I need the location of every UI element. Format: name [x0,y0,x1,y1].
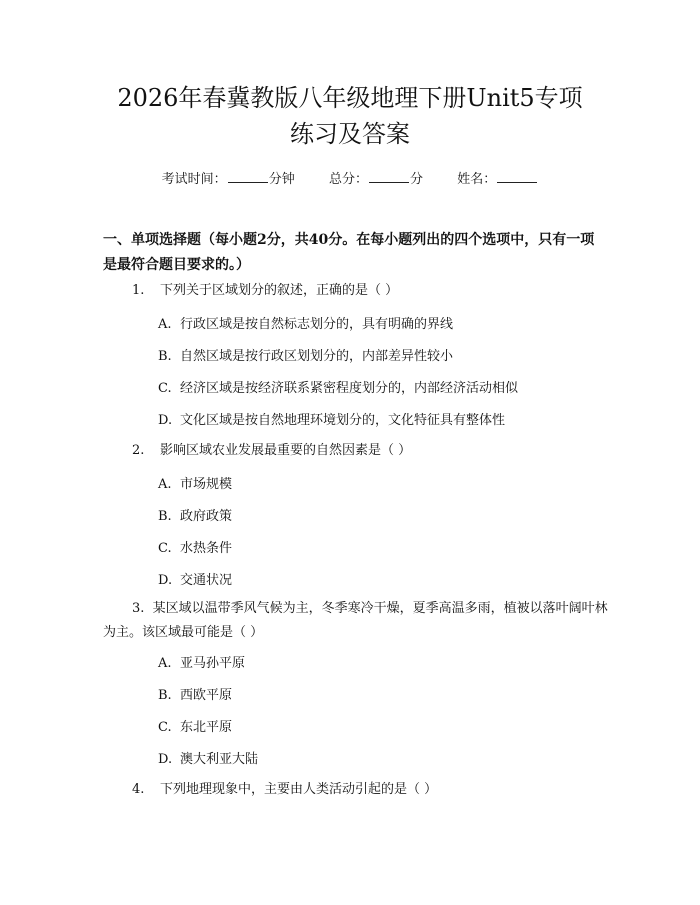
option-3b[interactable] [158,686,608,706]
question-text: 下列地理现象中，主要由人类活动引起的是（ ） [160,782,438,797]
option-2b[interactable] [158,507,608,527]
question-number: 2. [132,443,145,458]
exam-meta [0,168,700,187]
option-label: D. [158,573,173,588]
option-text: 经济区域是按经济联系紧密程度划分的，内部经济活动相似 [180,381,519,396]
option-1c[interactable] [158,379,608,399]
option-label: B. [158,509,172,524]
score-blank[interactable] [369,169,409,183]
option-label: D. [158,413,173,428]
option-label: D. [158,752,173,767]
option-label: C. [158,381,172,396]
option-3a[interactable] [158,654,608,674]
time-label: 考试时间： [161,172,227,187]
option-label: A. [158,656,172,671]
option-2d[interactable] [158,571,608,591]
question-text: 影响区域农业发展最重要的自然因素是（ ） [160,443,412,458]
option-text: 水热条件 [180,541,233,556]
time-unit: 分钟 [268,172,295,187]
option-2c[interactable] [158,539,608,559]
option-text: 西欧平原 [180,688,233,703]
page-title-line2: 练习及答案 [290,120,410,148]
option-label: A. [158,477,172,492]
option-label: C. [158,720,172,735]
option-1d[interactable] [158,411,608,431]
page-title: 2026年春冀教版八年级地理下册Unit5专项 [117,84,583,112]
question-number: 4. [132,782,145,797]
option-label: B. [158,688,172,703]
option-text: 政府政策 [180,509,233,524]
option-text: 东北平原 [180,720,233,735]
option-3d[interactable] [158,750,608,770]
section-heading: 一、单项选择题（每小题2分，共40分。在每小题列出的四个选项中，只有一项是最符合题目要求的。） [103,232,595,273]
question-text: 下列关于区域划分的叙述，正确的是（ ） [160,283,399,298]
option-text: 自然区域是按行政区划划分的，内部差异性较小 [180,349,454,364]
option-text: 交通状况 [180,573,233,588]
option-text: 行政区域是按自然标志划分的，具有明确的界线 [180,317,454,332]
option-text: 澳大利亚大陆 [180,752,259,767]
option-3c[interactable] [158,718,608,738]
question-number: 1. [132,283,145,298]
question-4 [132,778,612,802]
time-blank[interactable] [228,169,268,183]
option-text: 市场规模 [180,477,233,492]
score-unit: 分 [410,172,424,187]
option-1a[interactable] [158,315,608,335]
question-2 [132,439,612,463]
question-1 [132,279,612,303]
name-blank[interactable] [497,169,537,183]
option-1b[interactable] [158,347,608,367]
option-label: C. [158,541,172,556]
option-text: 文化区域是按自然地理环境划分的，文化特征具有整体性 [180,413,506,428]
score-label: 总分： [328,172,368,187]
option-label: B. [158,349,172,364]
question-text: 某区域以温带季风气候为主，冬季寒冷干燥，夏季高温多雨，植被以落叶阔叶林为主。该区域最可能是（ ） [103,601,608,640]
option-label: A. [158,317,172,332]
question-3 [103,597,613,645]
option-2a[interactable] [158,475,608,495]
name-label: 姓名： [457,172,497,187]
question-number: 3. [132,601,145,616]
option-text: 亚马孙平原 [180,656,246,671]
